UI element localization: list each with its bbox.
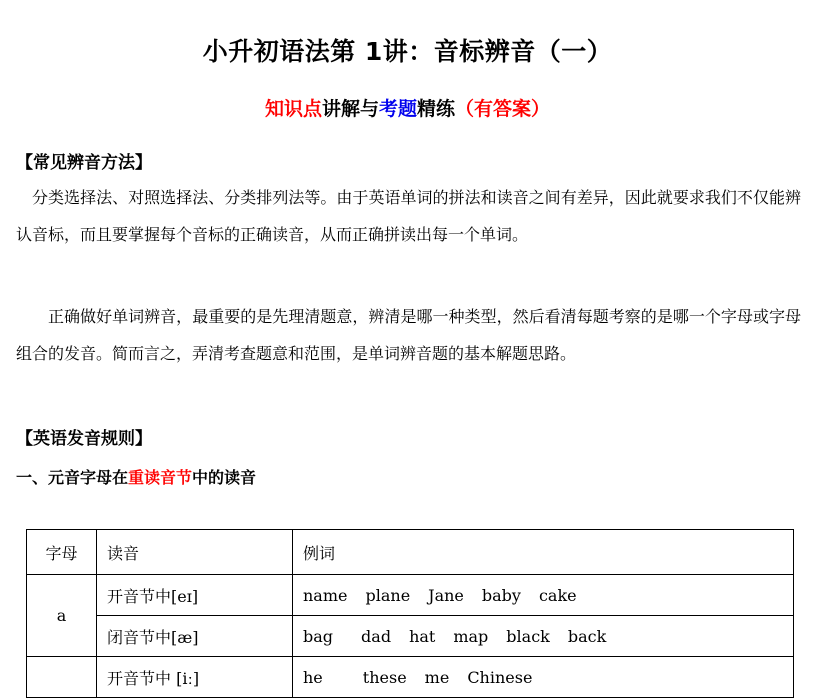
- example-word: these: [362, 667, 407, 687]
- example-word: back: [567, 626, 607, 646]
- subheading-part1: 一、元音字母在: [16, 468, 129, 487]
- example-word: Chinese: [467, 667, 533, 687]
- example-word: hat: [409, 626, 436, 646]
- letter-cell: a: [27, 575, 97, 657]
- table-row: [27, 616, 794, 657]
- examples-cell: [293, 657, 794, 698]
- header-letter: 字母: [27, 530, 97, 575]
- example-word: black: [506, 626, 550, 646]
- subheading-stressed: 重读音节: [128, 468, 193, 487]
- section-heading-rules: 【英语发音规则】: [16, 429, 152, 449]
- subheading-vowels: [16, 465, 256, 488]
- example-word: baby: [481, 585, 521, 605]
- sound-cell: 开音节中[eɪ]: [97, 575, 293, 616]
- examples-cell: [293, 575, 794, 616]
- example-word: name: [303, 585, 348, 605]
- sound-cell: 开音节中 [iː]: [97, 657, 293, 698]
- subtitle-knowledge: 知识点: [264, 98, 322, 120]
- subtitle-explain: 讲解与: [321, 98, 379, 120]
- paragraph-approach: 正确做好单词辨音，最重要的是先理清题意，辨清是哪一种类型，然后看清每题考察的是哪一个字母或字母组合的发音。简而言之，弄清考查题意和范围，是单词辨音题的基本解题思路。: [16, 307, 801, 363]
- header-examples: 例词: [293, 530, 794, 575]
- example-word: me: [424, 667, 450, 687]
- paragraph-methods: 分类选择法、对照选择法、分类排列法等。由于英语单词的拼法和读音之间有差异，因此就要求我们不仅能辨认音标，而且要掌握每个音标的正确读音，从而正确拼读出每一个单词。: [16, 188, 801, 244]
- example-word: cake: [538, 585, 577, 605]
- example-word: map: [453, 626, 489, 646]
- subtitle-practice: 精练: [417, 98, 456, 120]
- table-header-row: [27, 530, 794, 575]
- example-word: Jane: [428, 585, 464, 605]
- subtitle-exam: 考题: [378, 98, 417, 120]
- header-sound: 读音: [97, 530, 293, 575]
- example-word: bag: [303, 626, 334, 646]
- subheading-part3: 中的读音: [192, 468, 257, 487]
- example-word: plane: [365, 585, 411, 605]
- example-word: he: [303, 667, 323, 687]
- table-row: [27, 657, 794, 698]
- table-row: [27, 575, 794, 616]
- letter-cell: [27, 657, 97, 698]
- sound-cell: 闭音节中[æ]: [97, 616, 293, 657]
- page-subtitle: [0, 94, 815, 121]
- page-title: 小升初语法第 1讲：音标辨音（一）: [202, 37, 613, 66]
- examples-cell: [293, 616, 794, 657]
- section-heading-methods: 【常见辨音方法】: [16, 153, 152, 173]
- example-word: dad: [361, 626, 392, 646]
- vowel-table: [26, 529, 794, 698]
- subtitle-answers: （有答案）: [455, 98, 551, 120]
